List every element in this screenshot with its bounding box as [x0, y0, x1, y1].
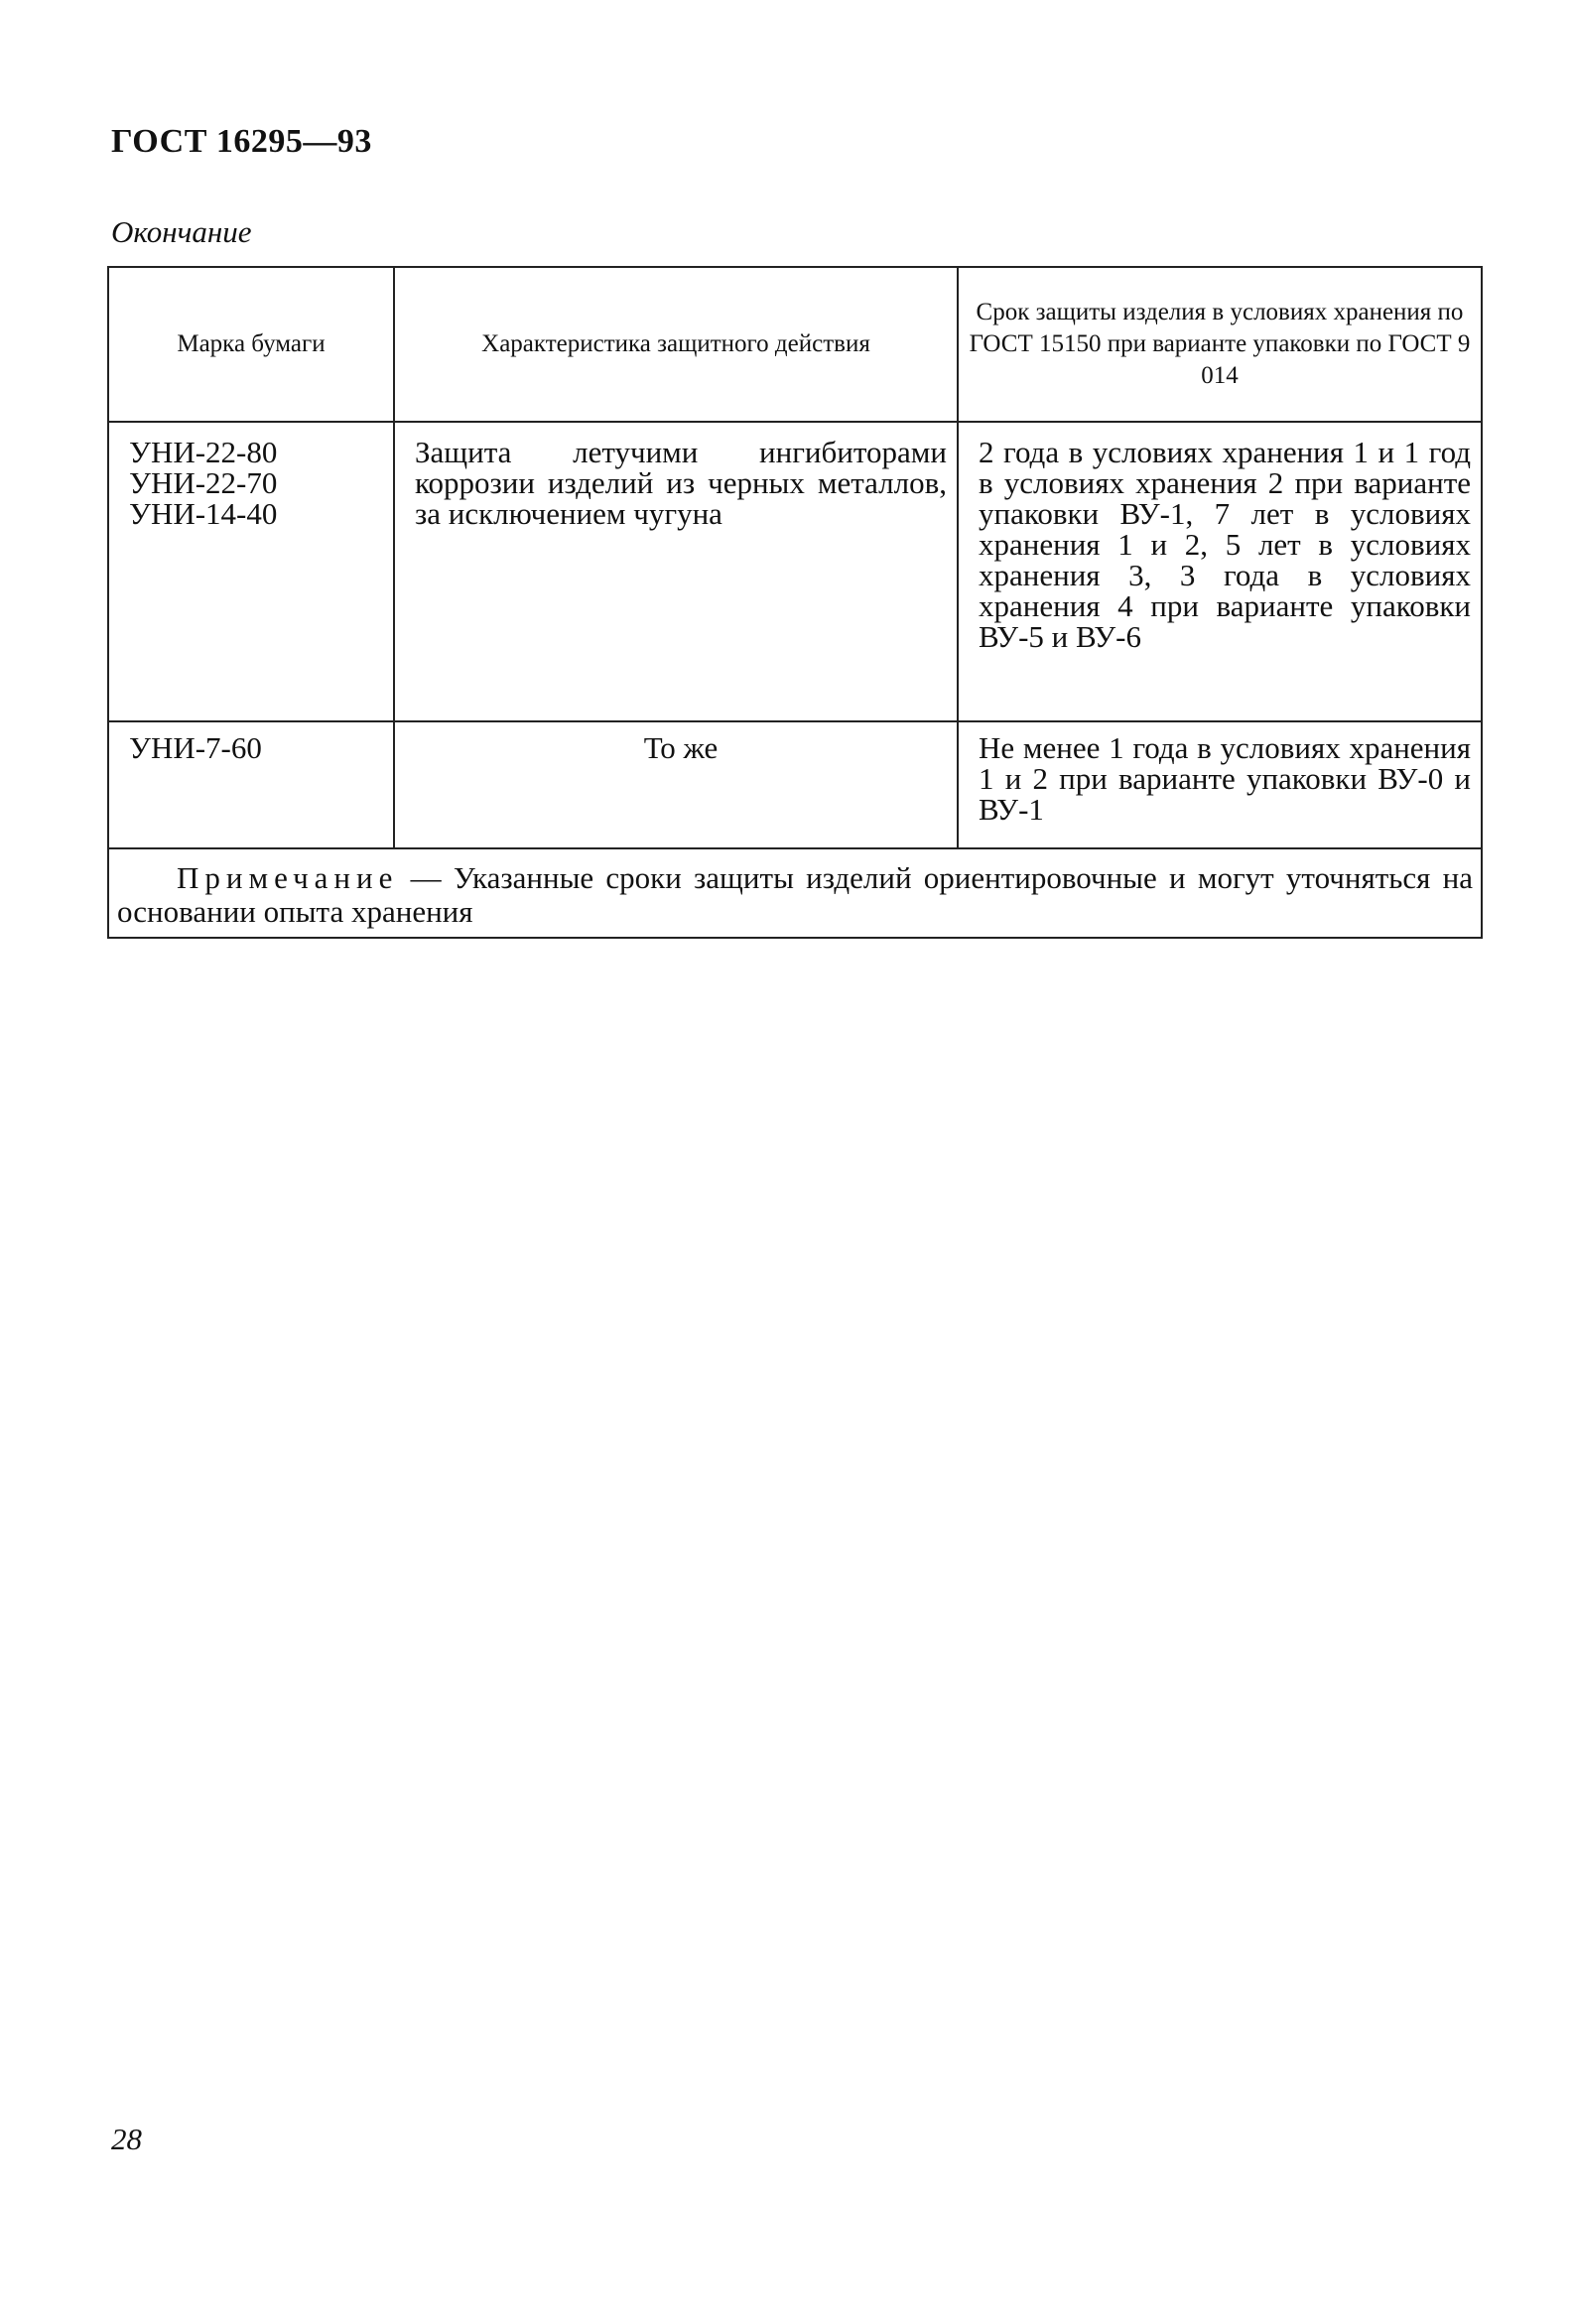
note-label: Примечание: [177, 860, 399, 895]
column-header-paper-grade: Марка бумаги: [108, 267, 394, 422]
column-header-characteristic: Характеристика защитного действия: [394, 267, 958, 422]
cell-characteristic: То же: [394, 721, 958, 848]
paper-grade: УНИ-22-80: [129, 435, 278, 469]
cell-protection-term: Не менее 1 года в условиях хранения 1 и 2 при варианте упаковки ВУ-0 и ВУ-1: [958, 721, 1482, 848]
paper-grade: УНИ-14-40: [129, 496, 278, 531]
column-header-protection-term: Срок защиты изделия в условиях хранения по ГОСТ 15150 при варианте упаковки по ГОСТ 9 014: [958, 267, 1482, 422]
cell-paper-grades: [108, 422, 394, 721]
table-header-row: [108, 267, 1482, 422]
cell-paper-grades: [108, 721, 394, 848]
note-text: — Указанные сроки защиты изделий ориентировочные и могут уточняться на основании опыта хранения: [117, 860, 1473, 929]
table-row: [108, 721, 1482, 848]
note-label-wrap: [117, 860, 398, 895]
table-note: [108, 848, 1482, 938]
data-table: [107, 266, 1483, 939]
cell-protection-term: 2 года в условиях хранения 1 и 1 год в условиях хранения 2 при варианте упаковки ВУ-1, 7 лет в условиях хранения 1 и 2, 5 лет в условиях хранения 3, 3 года в условиях хранения 4 при варианте упаковки ВУ-5 и ВУ-6: [958, 422, 1482, 721]
storage-protection-table: [107, 266, 1481, 939]
paper-grade: УНИ-7-60: [129, 730, 262, 765]
paper-grade: УНИ-22-70: [129, 465, 278, 500]
table-row: [108, 422, 1482, 721]
table-note-row: [108, 848, 1482, 938]
page-number: 28: [111, 2122, 142, 2156]
document-header: ГОСТ 16295—93: [111, 123, 372, 160]
cell-characteristic: Защита летучими ингибиторами коррозии изделий из черных металлов, за исключением чугуна: [394, 422, 958, 721]
continuation-label: Окончание: [111, 214, 252, 249]
